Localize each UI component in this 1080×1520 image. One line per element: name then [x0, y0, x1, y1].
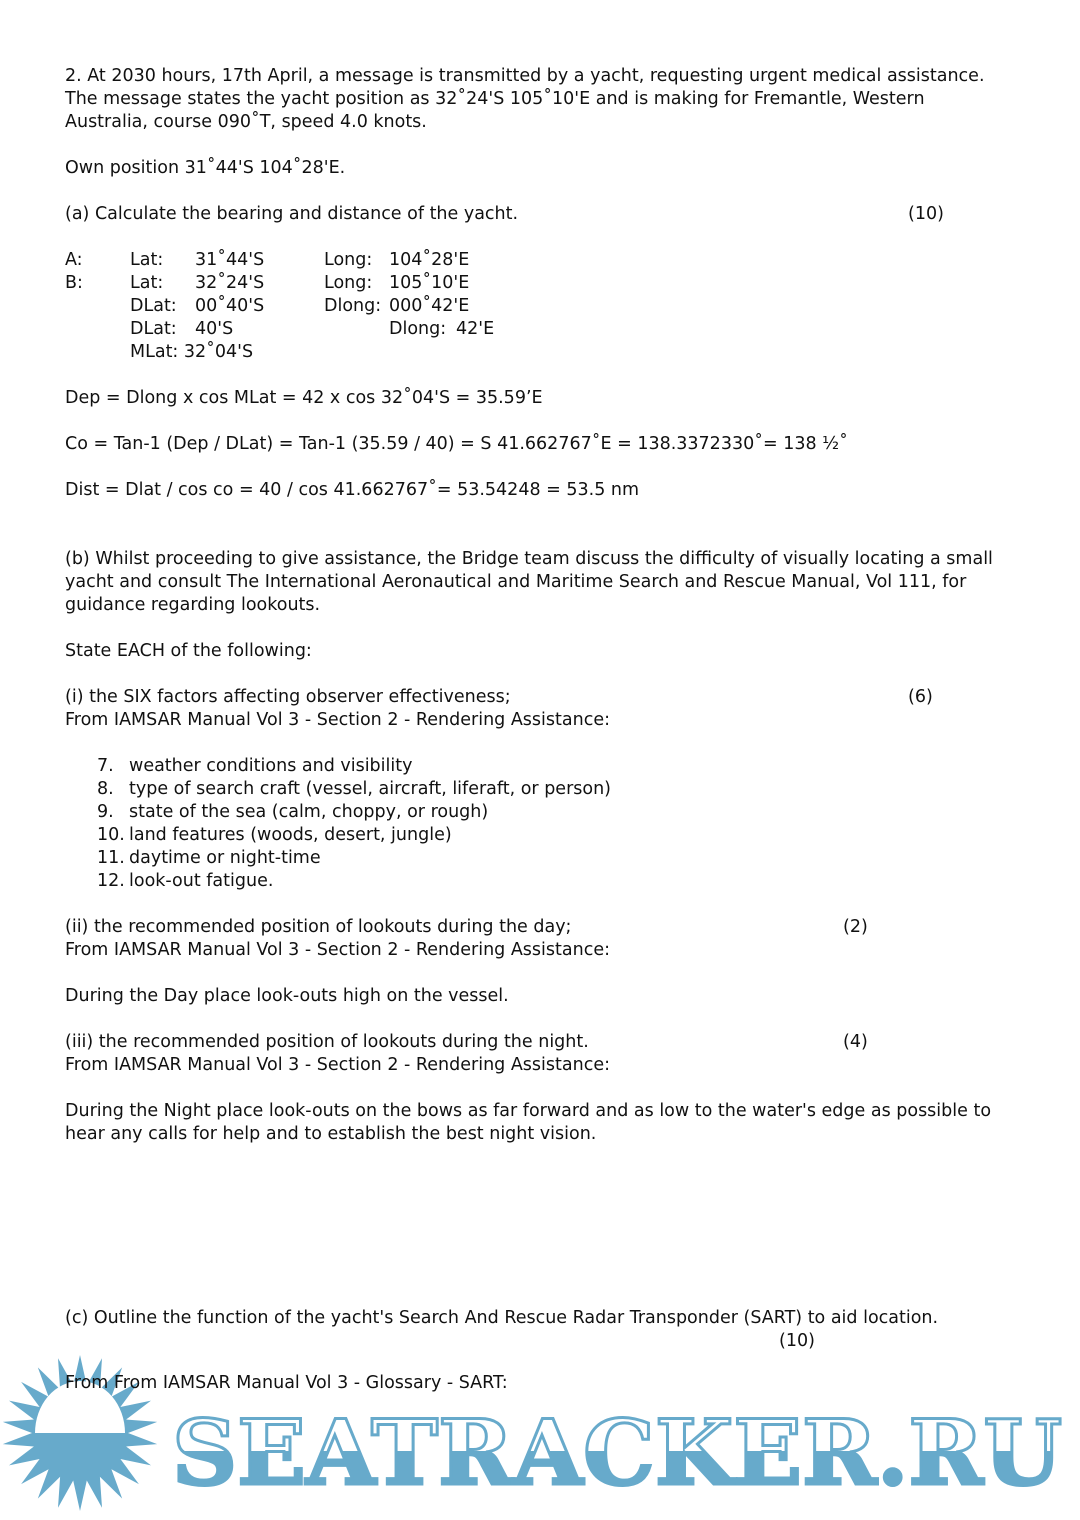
- list-item: look-out fatigue.: [129, 871, 274, 891]
- source-reference: From IAMSAR Manual Vol 3 - Section 2 - Rendering Assistance:: [65, 710, 610, 730]
- list-item: daytime or night-time: [129, 848, 321, 868]
- row-label: B:: [65, 273, 83, 293]
- part-b-ii-marks: (2): [843, 917, 868, 937]
- question-intro-line: The message states the yacht position as 32˚24'S 105˚10'E and is making for Fremantle, Western: [65, 89, 925, 109]
- row-label: A:: [65, 250, 83, 270]
- own-position: Own position 31˚44'S 104˚28'E.: [65, 158, 346, 178]
- long-value: 104˚28'E: [389, 250, 470, 270]
- lat-value: 32˚24'S: [195, 273, 265, 293]
- dlat-label: DLat:: [130, 319, 177, 339]
- lat-label: Lat:: [130, 250, 164, 270]
- dlat-value: 00˚40'S: [195, 296, 265, 316]
- mlat-value: MLat: 32˚04'S: [130, 342, 254, 362]
- list-item: state of the sea (calm, choppy, or rough): [129, 802, 489, 822]
- lat-value: 31˚44'S: [195, 250, 265, 270]
- list-item-number: 8.: [97, 779, 114, 799]
- list-item-number: 12.: [97, 871, 125, 891]
- question-intro-line: Australia, course 090˚T, speed 4.0 knots.: [65, 112, 427, 132]
- part-b-i-question: (i) the SIX factors affecting observer effectiveness;: [65, 687, 511, 707]
- part-a-marks: (10): [908, 204, 944, 224]
- part-b-iii-question: (iii) the recommended position of lookouts during the night.: [65, 1032, 589, 1052]
- part-b-iii-answer: During the Night place look-outs on the bows as far forward and as low to the water's edge as possible to: [65, 1101, 992, 1121]
- list-item: land features (woods, desert, jungle): [129, 825, 452, 845]
- list-item-number: 9.: [97, 802, 114, 822]
- lat-label: Lat:: [130, 273, 164, 293]
- part-b-intro: (b) Whilst proceeding to give assistance, the Bridge team discuss the difficulty of visually locating a small: [65, 549, 993, 569]
- part-c-question: (c) Outline the function of the yacht's Search And Rescue Radar Transponder (SART) to aid location.: [65, 1308, 939, 1328]
- long-label: Long:: [324, 273, 373, 293]
- dlat-label: DLat:: [130, 296, 177, 316]
- distance-calc: Dist = Dlat / cos co = 40 / cos 41.662767˚= 53.54248 = 53.5 nm: [65, 480, 640, 500]
- question-intro-line: 2. At 2030 hours, 17th April, a message is transmitted by a yacht, requesting urgent medical assistance.: [65, 66, 985, 86]
- list-item-number: 11.: [97, 848, 125, 868]
- source-reference: From IAMSAR Manual Vol 3 - Section 2 - Rendering Assistance:: [65, 1055, 610, 1075]
- list-item: weather conditions and visibility: [129, 756, 413, 776]
- part-b-intro: guidance regarding lookouts.: [65, 595, 321, 615]
- part-b-i-marks: (6): [908, 687, 933, 707]
- dlat-value: 40'S: [195, 319, 234, 339]
- list-item-number: 7.: [97, 756, 114, 776]
- dlong-value: 000˚42'E: [389, 296, 470, 316]
- part-c-marks: (10): [779, 1331, 815, 1351]
- part-b-ii-question: (ii) the recommended position of lookouts during the day;: [65, 917, 572, 937]
- part-c-source: From From IAMSAR Manual Vol 3 - Glossary - SART:: [65, 1373, 508, 1393]
- part-a-question: (a) Calculate the bearing and distance of the yacht.: [65, 204, 519, 224]
- departure-calc: Dep = Dlong x cos MLat = 42 x cos 32˚04'S = 35.59’E: [65, 388, 543, 408]
- list-item-number: 10.: [97, 825, 125, 845]
- course-calc: Co = Tan-1 (Dep / DLat) = Tan-1 (35.59 / 40) = S 41.662767˚E = 138.3372330˚= 138 ½˚: [65, 434, 848, 454]
- dlong-label: Dlong:: [324, 296, 382, 316]
- list-item: type of search craft (vessel, aircraft, liferaft, or person): [129, 779, 612, 799]
- part-b-iii-marks: (4): [843, 1032, 868, 1052]
- state-instruction: State EACH of the following:: [65, 641, 312, 661]
- part-b-intro: yacht and consult The International Aeronautical and Maritime Search and Rescue Manual, Vol 111, for: [65, 572, 967, 592]
- part-b-iii-answer: hear any calls for help and to establish the best night vision.: [65, 1124, 597, 1144]
- source-reference: From IAMSAR Manual Vol 3 - Section 2 - Rendering Assistance:: [65, 940, 610, 960]
- svg-text:SEATRACKER.RU: SEATRACKER.RU: [172, 1400, 1062, 1506]
- dlong-label: Dlong:: [389, 319, 447, 339]
- part-b-ii-answer: During the Day place look-outs high on the vessel.: [65, 986, 509, 1006]
- long-value: 105˚10'E: [389, 273, 470, 293]
- dlong-value: 42'E: [456, 319, 495, 339]
- long-label: Long:: [324, 250, 373, 270]
